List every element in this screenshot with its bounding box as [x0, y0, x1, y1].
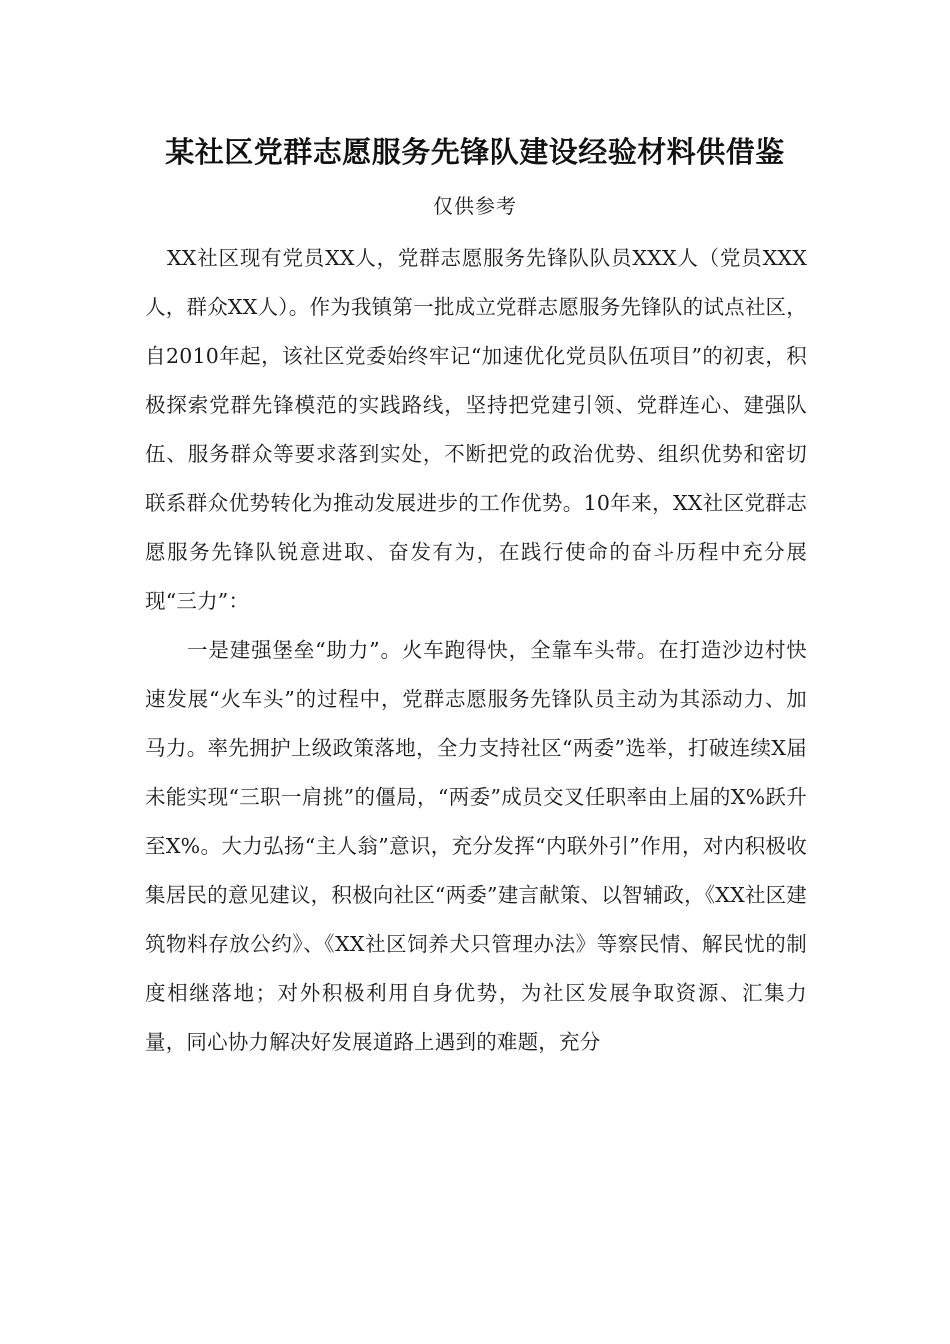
document-body — [145, 234, 807, 1067]
document-subtitle: 仅供参考 — [433, 194, 517, 218]
document-title: 某社区党群志愿服务先锋队建设经验材料供借鉴 — [165, 135, 785, 169]
body-paragraph: 一是建强堡垒“助力”。火车跑得快，全靠车头带。在打造沙边村快速发展“火车头”的过程中，党群志愿服务先锋队员主动为其添动力、加马力。率先拥护上级政策落地，全力支持社区“两委”选举，打破连续X届未能实现“三职一肩挑”的僵局，“两委”成员交叉任职率由上届的X%跃升至X%。大力弘扬“主人翁”意识，充分发挥“内联外引”作用，对内积极收集居民的意见建议，积极向社区“两委”建言献策、以智辅政，《XX社区建筑物料存放公约》、《XX社区饲养犬只管理办法》等察民情、解民忧的制度相继落地；对外积极利用自身优势，为社区发展争取资源、汇集力量，同心协力解决好发展道路上遇到的难题，充分 — [145, 638, 807, 1054]
body-paragraph: XX社区现有党员XX人，党群志愿服务先锋队队员XXX人（党员XXX人，群众XX人）。作为我镇第一批成立党群志愿服务先锋队的试点社区，自2010年起，该社区党委始终牢记“加速优化党员队伍项目”的初衷，积极探索党群先锋模范的实践路线，坚持把党建引领、党群连心、建强队伍、服务群众等要求落到实处，不断把党的政治优势、组织优势和密切联系群众优势转化为推动发展进步的工作优势。10年来，XX社区党群志愿服务先锋队锐意进取、奋发有为，在践行使命的奋斗历程中充分展现“三力”： — [145, 246, 807, 613]
